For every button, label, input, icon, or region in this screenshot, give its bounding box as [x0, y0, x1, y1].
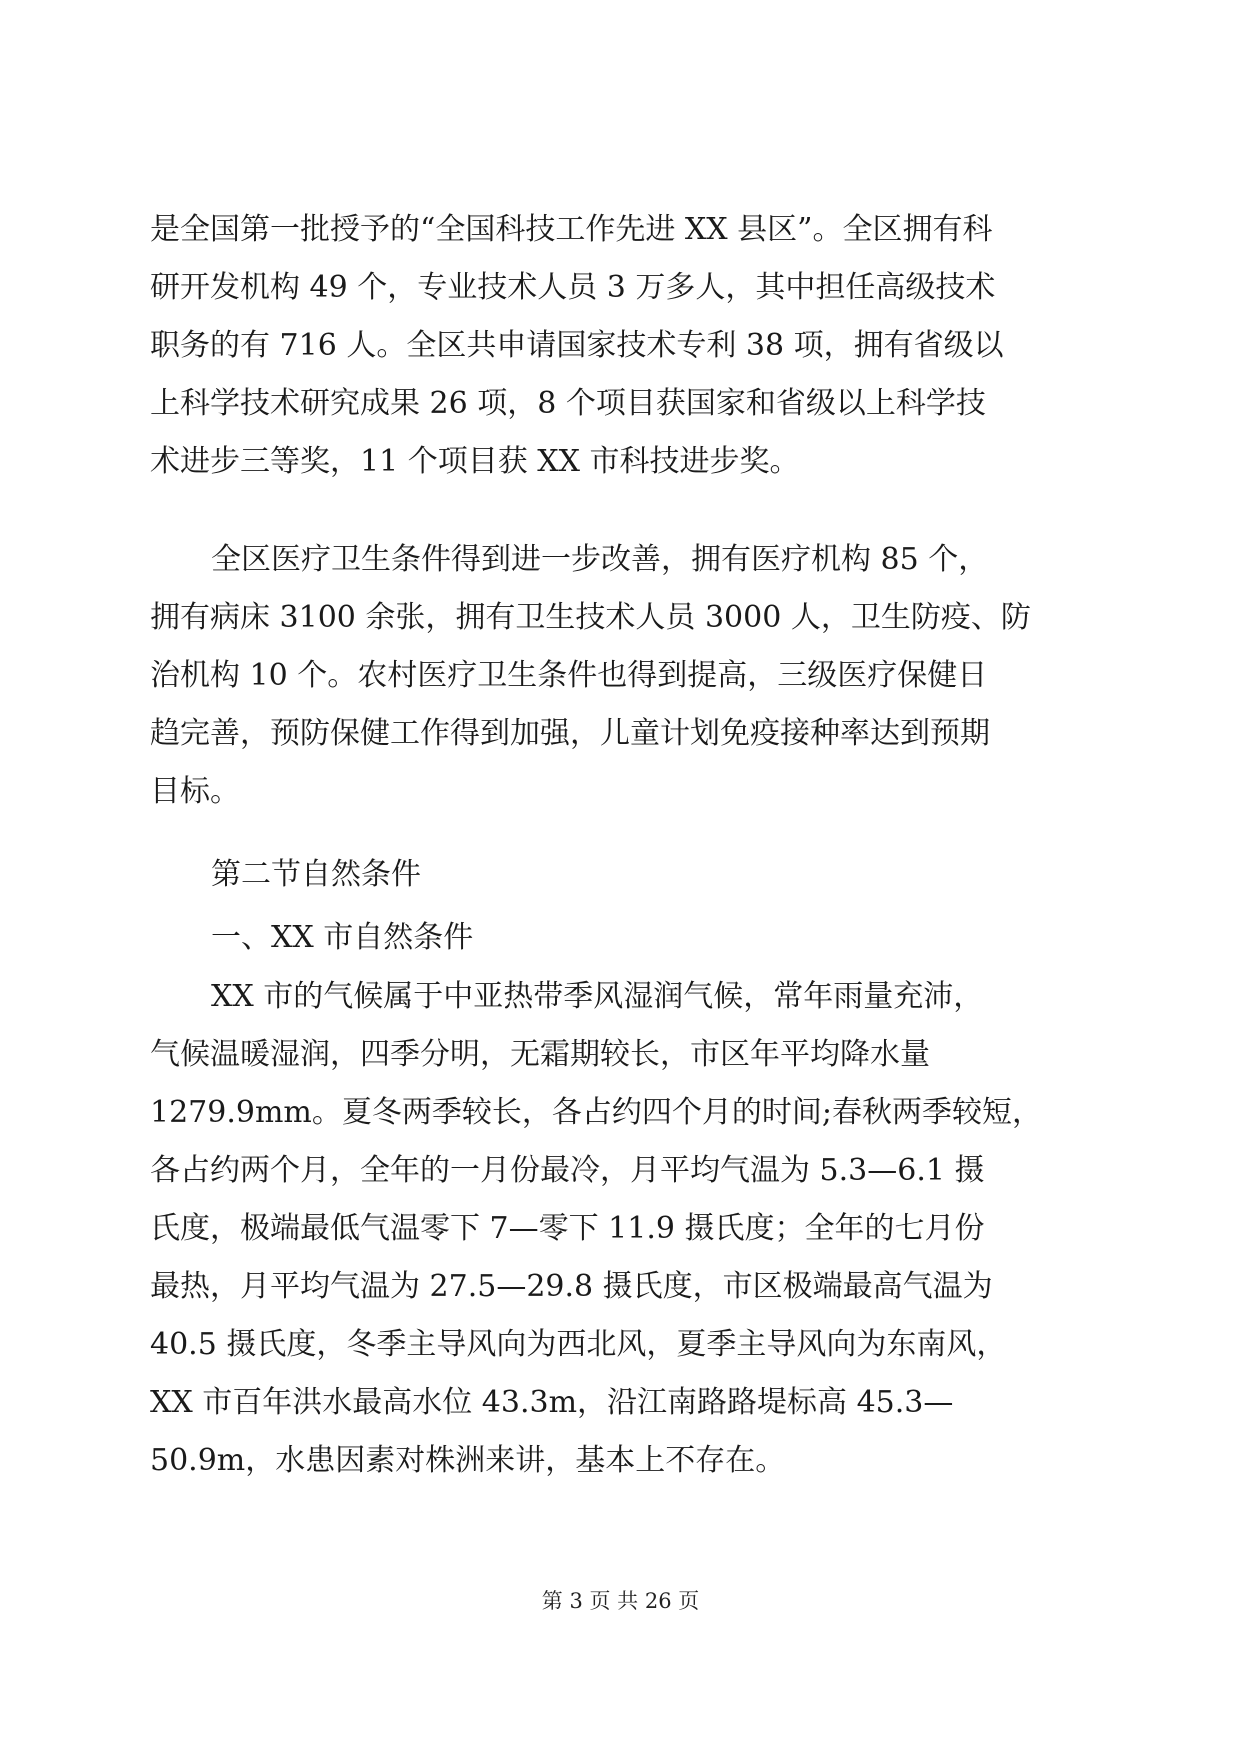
text-line-content: 趋完善，预防保健工作得到加强，儿童计划免疫接种率达到预期: [150, 716, 990, 751]
text-line-content: 氏度，极端最低气温零下 7—零下 11.9 摄氏度；全年的七月份: [150, 1211, 985, 1246]
text-line: [0, 1030, 1241, 1080]
text-line-content: XX 市百年洪水最高水位 43.3m，沿江南路路堤标高 45.3—: [150, 1385, 954, 1420]
text-line-content: 40.5 摄氏度，冬季主导风向为西北风，夏季主导风向为东南风，: [150, 1327, 1007, 1362]
page-footer: [0, 1586, 1241, 1616]
text-line: [0, 593, 1241, 643]
text-line-content: 全区医疗卫生条件得到进一步改善，拥有医疗机构 85 个，: [211, 542, 989, 577]
text-line-content: 上科学技术研究成果 26 项，8 个项目获国家和省级以上科学技: [150, 386, 986, 421]
text-line-content: 气候温暖湿润，四季分明，无霜期较长，市区年平均降水量: [150, 1037, 930, 1072]
text-line: [0, 1146, 1241, 1196]
subsection-heading: [0, 913, 1241, 963]
section-heading: [0, 850, 1241, 900]
text-line-content: XX 市的气候属于中亚热带季风湿润气候，常年雨量充沛，: [211, 979, 984, 1014]
section-heading-text: 第二节自然条件: [211, 857, 421, 892]
text-line-content: 50.9m，水患因素对株洲来讲，基本上不存在。: [150, 1443, 786, 1478]
text-line: [0, 709, 1241, 759]
text-line: [0, 1088, 1241, 1138]
text-line-content: 治机构 10 个。农村医疗卫生条件也得到提高，三级医疗保健日: [150, 658, 988, 693]
page-number-label: 第 3 页 共 26 页: [541, 1589, 700, 1613]
text-line: [0, 321, 1241, 371]
text-line: [0, 972, 1241, 1022]
text-line-content: 各占约两个月，全年的一月份最冷，月平均气温为 5.3—6.1 摄: [150, 1153, 985, 1188]
text-line: [0, 651, 1241, 701]
subsection-heading-text: 一、XX 市自然条件: [211, 920, 474, 955]
text-line: [0, 1320, 1241, 1370]
text-line: [0, 1378, 1241, 1428]
text-line-content: 拥有病床 3100 余张，拥有卫生技术人员 3000 人，卫生防疫、防: [150, 600, 1031, 635]
text-line-content: 职务的有 716 人。全区共申请国家技术专利 38 项，拥有省级以: [150, 328, 1004, 363]
text-line-content: 最热，月平均气温为 27.5—29.8 摄氏度，市区极端最高气温为: [150, 1269, 993, 1304]
text-line-content: 目标。: [150, 774, 240, 809]
text-line: [0, 1262, 1241, 1312]
text-line: [0, 205, 1241, 255]
text-line: [0, 1204, 1241, 1254]
text-line: [0, 437, 1241, 487]
text-line-content: 术进步三等奖，11 个项目获 XX 市科技进步奖。: [150, 444, 800, 479]
text-line-content: 研开发机构 49 个，专业技术人员 3 万多人，其中担任高级技术: [150, 270, 996, 305]
text-line: [0, 535, 1241, 585]
text-line: [0, 767, 1241, 817]
text-line: [0, 379, 1241, 429]
text-line: [0, 1436, 1241, 1486]
text-line-content: 1279.9mm。夏冬两季较长，各占约四个月的时间;春秋两季较短，: [150, 1095, 1042, 1130]
text-line: [0, 263, 1241, 313]
text-line-content: 是全国第一批授予的“全国科技工作先进 XX 县区”。全区拥有科: [150, 212, 993, 247]
